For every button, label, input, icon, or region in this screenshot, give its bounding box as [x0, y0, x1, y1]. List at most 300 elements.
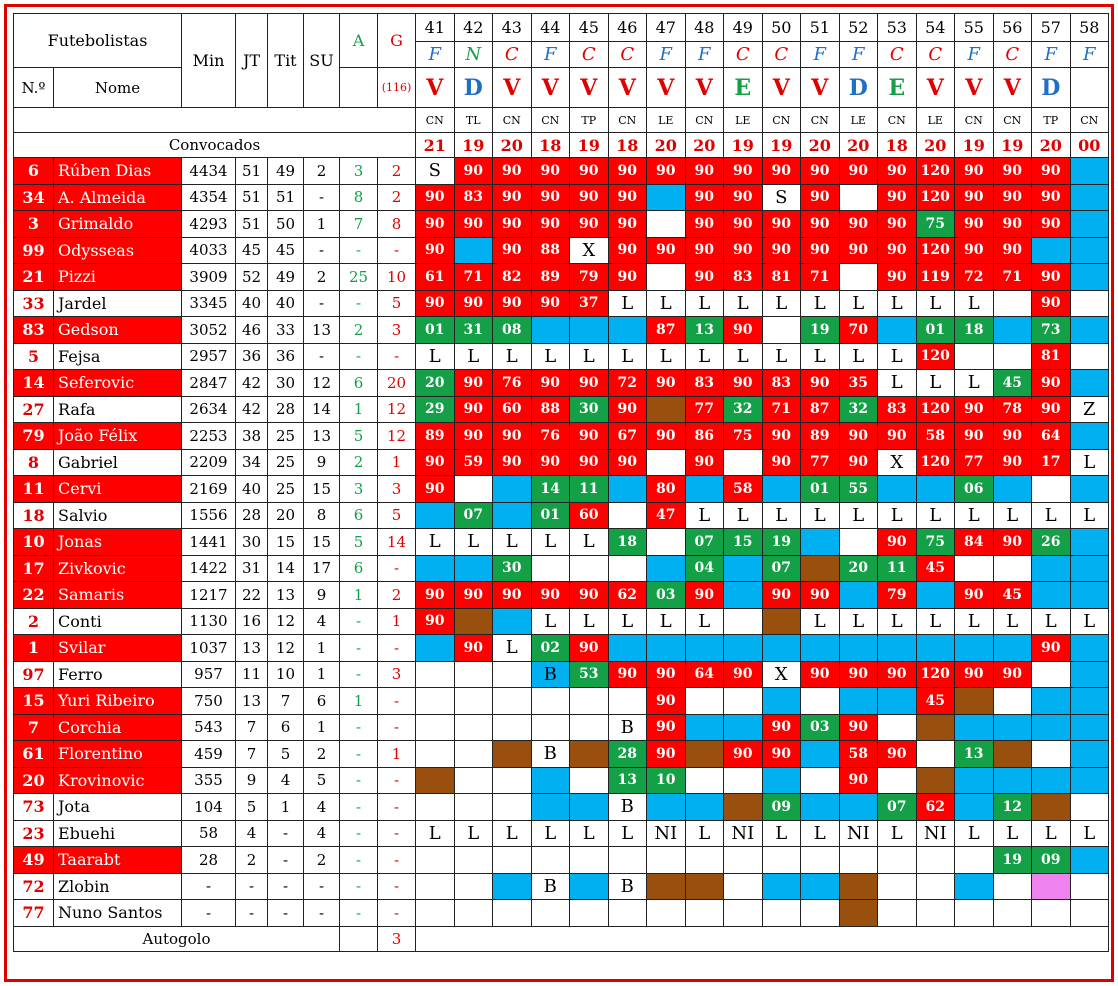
player-assists: -	[340, 820, 378, 847]
game-cell	[916, 714, 955, 741]
game-cell	[647, 900, 686, 927]
player-number: 27	[14, 396, 54, 423]
player-number: 14	[14, 370, 54, 397]
game-cell: 90	[801, 211, 840, 238]
game-cell: 90	[570, 635, 609, 662]
player-assists: -	[340, 741, 378, 768]
game-result: V	[416, 68, 455, 108]
table-row	[14, 14, 1109, 42]
game-cell: 90	[608, 158, 647, 185]
player-tit: 45	[268, 237, 304, 264]
header-g: G	[378, 14, 416, 68]
table-row	[14, 237, 1109, 264]
game-cell: L	[493, 635, 532, 662]
game-cell: 90	[647, 423, 686, 450]
game-cell: 90	[454, 582, 493, 609]
game-cell: 90	[955, 184, 994, 211]
game-cell	[993, 635, 1032, 662]
game-cell: 71	[993, 264, 1032, 291]
player-jt: 51	[236, 211, 268, 238]
player-number: 33	[14, 290, 54, 317]
player-number: 2	[14, 608, 54, 635]
game-cell	[531, 317, 570, 344]
game-result: V	[993, 68, 1032, 108]
game-cell	[1070, 714, 1109, 741]
game-cell: 90	[839, 158, 878, 185]
game-cell: 77	[685, 396, 724, 423]
player-min: 2634	[182, 396, 236, 423]
game-cell	[724, 873, 763, 900]
player-assists: 25	[340, 264, 378, 291]
game-cell	[1070, 476, 1109, 503]
table-row	[14, 211, 1109, 238]
game-cell: L	[1070, 608, 1109, 635]
game-cell: 45	[993, 370, 1032, 397]
game-cell: 90	[454, 423, 493, 450]
game-cell: 30	[493, 555, 532, 582]
game-cell: 90	[955, 396, 994, 423]
player-goals: 2	[378, 582, 416, 609]
player-number: 18	[14, 502, 54, 529]
game-convocados: 20	[839, 133, 878, 158]
game-cell: 90	[531, 370, 570, 397]
player-min: 28	[182, 847, 236, 874]
player-assists: -	[340, 794, 378, 821]
player-tit: 50	[268, 211, 304, 238]
game-cell: 90	[647, 370, 686, 397]
game-cell	[839, 529, 878, 556]
game-convocados: 20	[1032, 133, 1071, 158]
player-su: 1	[304, 714, 340, 741]
player-assists: -	[340, 767, 378, 794]
player-assists: 1	[340, 582, 378, 609]
table-row	[14, 582, 1109, 609]
player-number: 72	[14, 873, 54, 900]
game-cell: 90	[878, 158, 917, 185]
game-cell	[955, 714, 994, 741]
game-cell: L	[685, 290, 724, 317]
game-cell: 90	[955, 237, 994, 264]
game-convocados: 20	[916, 133, 955, 158]
game-cell: 30	[570, 396, 609, 423]
player-tit: 28	[268, 396, 304, 423]
game-cell: 90	[762, 237, 801, 264]
game-cell: 90	[801, 184, 840, 211]
game-cell: 90	[685, 158, 724, 185]
table-row	[14, 847, 1109, 874]
game-cell: 89	[801, 423, 840, 450]
game-cell	[647, 529, 686, 556]
game-cell	[1070, 370, 1109, 397]
player-min: 1441	[182, 529, 236, 556]
game-cell	[1070, 184, 1109, 211]
squad-table-frame	[4, 4, 1114, 982]
game-cell: 01	[801, 476, 840, 503]
game-cell	[685, 767, 724, 794]
game-cell: 90	[801, 370, 840, 397]
game-cell: 90	[724, 370, 763, 397]
game-number: 46	[608, 14, 647, 42]
game-result: V	[608, 68, 647, 108]
game-cell: L	[762, 502, 801, 529]
game-cell: 87	[647, 317, 686, 344]
game-cell: L	[531, 343, 570, 370]
player-name: Taarabt	[54, 847, 182, 874]
game-venue: C	[878, 42, 917, 68]
game-competition: CN	[531, 108, 570, 133]
game-cell: 90	[608, 184, 647, 211]
game-cell	[1070, 794, 1109, 821]
player-goals: 1	[378, 741, 416, 768]
game-cell: 07	[685, 529, 724, 556]
player-tit: 30	[268, 370, 304, 397]
game-cell: 90	[416, 290, 455, 317]
table-row	[14, 873, 1109, 900]
game-cell: L	[762, 290, 801, 317]
game-cell: 90	[762, 449, 801, 476]
player-tit: -	[268, 900, 304, 927]
player-name: Yuri Ribeiro	[54, 688, 182, 715]
game-cell: 19	[762, 529, 801, 556]
game-venue: C	[608, 42, 647, 68]
player-name: Pizzi	[54, 264, 182, 291]
game-cell: B	[531, 873, 570, 900]
game-cell: 90	[955, 211, 994, 238]
game-cell	[839, 847, 878, 874]
game-cell: 90	[993, 449, 1032, 476]
game-cell	[685, 714, 724, 741]
game-cell: L	[647, 608, 686, 635]
game-cell	[955, 900, 994, 927]
player-goals: 2	[378, 184, 416, 211]
game-cell	[762, 688, 801, 715]
player-goals: -	[378, 820, 416, 847]
game-cell: L	[724, 290, 763, 317]
game-cell: 90	[685, 449, 724, 476]
game-cell	[916, 741, 955, 768]
game-cell	[1070, 847, 1109, 874]
game-cell: L	[916, 290, 955, 317]
game-venue: C	[916, 42, 955, 68]
game-cell: 19	[801, 317, 840, 344]
player-goals: -	[378, 635, 416, 662]
table-row	[14, 794, 1109, 821]
game-cell: 32	[839, 396, 878, 423]
game-cell: 60	[570, 502, 609, 529]
game-cell: 90	[1032, 370, 1071, 397]
game-cell	[1070, 211, 1109, 238]
game-number: 57	[1032, 14, 1071, 42]
game-competition: CN	[493, 108, 532, 133]
game-cell	[685, 741, 724, 768]
game-cell: 11	[570, 476, 609, 503]
header-num: N.º	[14, 68, 54, 108]
game-cell	[801, 873, 840, 900]
game-cell: 45	[993, 582, 1032, 609]
game-convocados: 19	[955, 133, 994, 158]
game-cell	[608, 847, 647, 874]
game-cell: L	[801, 608, 840, 635]
player-min: 2169	[182, 476, 236, 503]
game-cell	[608, 688, 647, 715]
game-cell: 90	[762, 714, 801, 741]
game-cell: 90	[454, 635, 493, 662]
player-jt: 2	[236, 847, 268, 874]
player-jt: 30	[236, 529, 268, 556]
game-cell	[454, 741, 493, 768]
player-su: 1	[304, 661, 340, 688]
game-cell: L	[839, 608, 878, 635]
player-goals: 5	[378, 502, 416, 529]
game-cell: 90	[493, 184, 532, 211]
game-cell: L	[454, 343, 493, 370]
game-cell: 90	[570, 184, 609, 211]
table-row	[14, 714, 1109, 741]
player-tit: 1	[268, 794, 304, 821]
game-competition: CN	[762, 108, 801, 133]
game-result: V	[916, 68, 955, 108]
game-competition: CN	[801, 108, 840, 133]
game-cell	[608, 900, 647, 927]
game-cell	[993, 290, 1032, 317]
game-cell	[685, 873, 724, 900]
game-cell	[916, 873, 955, 900]
player-goals: 5	[378, 290, 416, 317]
game-cell: L	[1032, 820, 1071, 847]
game-cell	[801, 555, 840, 582]
table-row	[14, 661, 1109, 688]
game-cell	[1070, 741, 1109, 768]
game-cell	[416, 741, 455, 768]
player-tit: 25	[268, 476, 304, 503]
game-cell: L	[801, 502, 840, 529]
game-competition: CN	[1070, 108, 1109, 133]
player-su: 9	[304, 582, 340, 609]
game-cell: 77	[801, 449, 840, 476]
game-competition: CN	[416, 108, 455, 133]
game-cell	[801, 529, 840, 556]
game-cell: 90	[647, 661, 686, 688]
game-cell: 79	[570, 264, 609, 291]
game-cell: 58	[839, 741, 878, 768]
game-cell: 90	[416, 608, 455, 635]
header-su: SU	[304, 14, 340, 108]
game-cell	[493, 688, 532, 715]
game-competition: CN	[685, 108, 724, 133]
game-cell: B	[608, 714, 647, 741]
game-cell: 120	[916, 396, 955, 423]
player-assists: 6	[340, 370, 378, 397]
player-goals: 10	[378, 264, 416, 291]
game-cell	[993, 317, 1032, 344]
game-cell: 90	[724, 158, 763, 185]
game-cell	[1070, 635, 1109, 662]
game-cell: 70	[839, 317, 878, 344]
game-cell: 76	[531, 423, 570, 450]
player-goals: -	[378, 237, 416, 264]
game-cell: Z	[1070, 396, 1109, 423]
player-su: -	[304, 237, 340, 264]
player-number: 8	[14, 449, 54, 476]
game-cell	[531, 714, 570, 741]
player-su: 17	[304, 555, 340, 582]
game-cell	[493, 741, 532, 768]
game-cell	[839, 582, 878, 609]
game-cell	[916, 476, 955, 503]
game-cell: L	[685, 608, 724, 635]
game-cell: 120	[916, 661, 955, 688]
game-cell: 79	[878, 582, 917, 609]
game-cell	[1070, 529, 1109, 556]
game-cell	[1070, 237, 1109, 264]
game-number: 54	[916, 14, 955, 42]
game-cell	[724, 635, 763, 662]
player-name: João Félix	[54, 423, 182, 450]
game-cell: 20	[416, 370, 455, 397]
game-cell: 82	[493, 264, 532, 291]
game-cell: L	[531, 608, 570, 635]
game-venue: F	[839, 42, 878, 68]
game-cell: B	[608, 873, 647, 900]
game-cell: 90	[1032, 290, 1071, 317]
game-cell	[608, 317, 647, 344]
game-cell	[454, 873, 493, 900]
game-venue: F	[647, 42, 686, 68]
game-cell: 90	[762, 741, 801, 768]
game-cell	[1070, 767, 1109, 794]
table-row	[14, 396, 1109, 423]
game-cell	[570, 873, 609, 900]
game-convocados: 18	[878, 133, 917, 158]
game-cell: 90	[647, 714, 686, 741]
table-row	[14, 449, 1109, 476]
game-cell	[647, 449, 686, 476]
game-cell	[454, 688, 493, 715]
game-cell: 67	[608, 423, 647, 450]
game-venue: F	[685, 42, 724, 68]
player-jt: 5	[236, 794, 268, 821]
game-cell: 90	[416, 184, 455, 211]
player-su: 15	[304, 476, 340, 503]
game-cell	[416, 555, 455, 582]
player-min: 543	[182, 714, 236, 741]
player-goals: 14	[378, 529, 416, 556]
game-cell	[839, 688, 878, 715]
game-cell: 09	[762, 794, 801, 821]
game-result: V	[531, 68, 570, 108]
game-convocados: 19	[993, 133, 1032, 158]
player-tit: 25	[268, 423, 304, 450]
game-cell: 90	[685, 184, 724, 211]
player-number: 22	[14, 582, 54, 609]
game-cell	[608, 502, 647, 529]
game-cell	[416, 873, 455, 900]
game-cell: 90	[531, 184, 570, 211]
game-cell	[1070, 343, 1109, 370]
game-convocados: 19	[724, 133, 763, 158]
game-cell	[839, 873, 878, 900]
game-cell	[878, 847, 917, 874]
game-cell: L	[878, 502, 917, 529]
game-cell: 72	[608, 370, 647, 397]
game-cell	[685, 635, 724, 662]
game-competition: CN	[608, 108, 647, 133]
game-cell: 90	[647, 158, 686, 185]
game-cell: 17	[1032, 449, 1071, 476]
game-cell: 90	[878, 211, 917, 238]
game-cell: L	[878, 290, 917, 317]
player-tit: -	[268, 820, 304, 847]
game-cell: 83	[878, 396, 917, 423]
game-cell: 03	[647, 582, 686, 609]
game-cell: 90	[454, 211, 493, 238]
game-cell	[416, 661, 455, 688]
player-name: Nuno Santos	[54, 900, 182, 927]
game-convocados: 21	[416, 133, 455, 158]
player-number: 15	[14, 688, 54, 715]
player-min: 1037	[182, 635, 236, 662]
game-cell: 90	[454, 396, 493, 423]
player-tit: 10	[268, 661, 304, 688]
game-cell	[608, 476, 647, 503]
game-cell	[1032, 555, 1071, 582]
game-cell	[416, 714, 455, 741]
game-cell: L	[608, 608, 647, 635]
player-name: Ferro	[54, 661, 182, 688]
game-cell: 02	[531, 635, 570, 662]
player-su: -	[304, 184, 340, 211]
game-cell: L	[762, 820, 801, 847]
player-min: 4293	[182, 211, 236, 238]
player-assists: 7	[340, 211, 378, 238]
game-cell	[878, 688, 917, 715]
game-cell	[416, 688, 455, 715]
game-cell: 90	[608, 396, 647, 423]
game-cell: L	[416, 529, 455, 556]
game-cell	[493, 608, 532, 635]
game-cell: 07	[454, 502, 493, 529]
game-cell: 13	[685, 317, 724, 344]
player-assists: -	[340, 608, 378, 635]
game-cell: 80	[647, 476, 686, 503]
game-cell: 90	[1032, 158, 1071, 185]
player-tit: 4	[268, 767, 304, 794]
game-cell: L	[1070, 820, 1109, 847]
game-cell: L	[916, 502, 955, 529]
game-cell: 01	[531, 502, 570, 529]
game-cell	[454, 608, 493, 635]
player-su: 4	[304, 608, 340, 635]
game-cell	[801, 847, 840, 874]
game-cell	[993, 741, 1032, 768]
game-cell: 90	[993, 529, 1032, 556]
player-name: Krovinovic	[54, 767, 182, 794]
player-jt: 52	[236, 264, 268, 291]
game-cell: 90	[878, 529, 917, 556]
game-cell: 90	[762, 582, 801, 609]
game-cell: L	[416, 820, 455, 847]
game-cell: 90	[608, 211, 647, 238]
game-cell	[878, 476, 917, 503]
game-cell: 20	[839, 555, 878, 582]
game-cell	[993, 343, 1032, 370]
game-cell	[685, 688, 724, 715]
game-cell	[685, 900, 724, 927]
player-jt: 42	[236, 370, 268, 397]
player-name: Odysseas	[54, 237, 182, 264]
game-cell: 90	[608, 449, 647, 476]
player-jt: 7	[236, 741, 268, 768]
